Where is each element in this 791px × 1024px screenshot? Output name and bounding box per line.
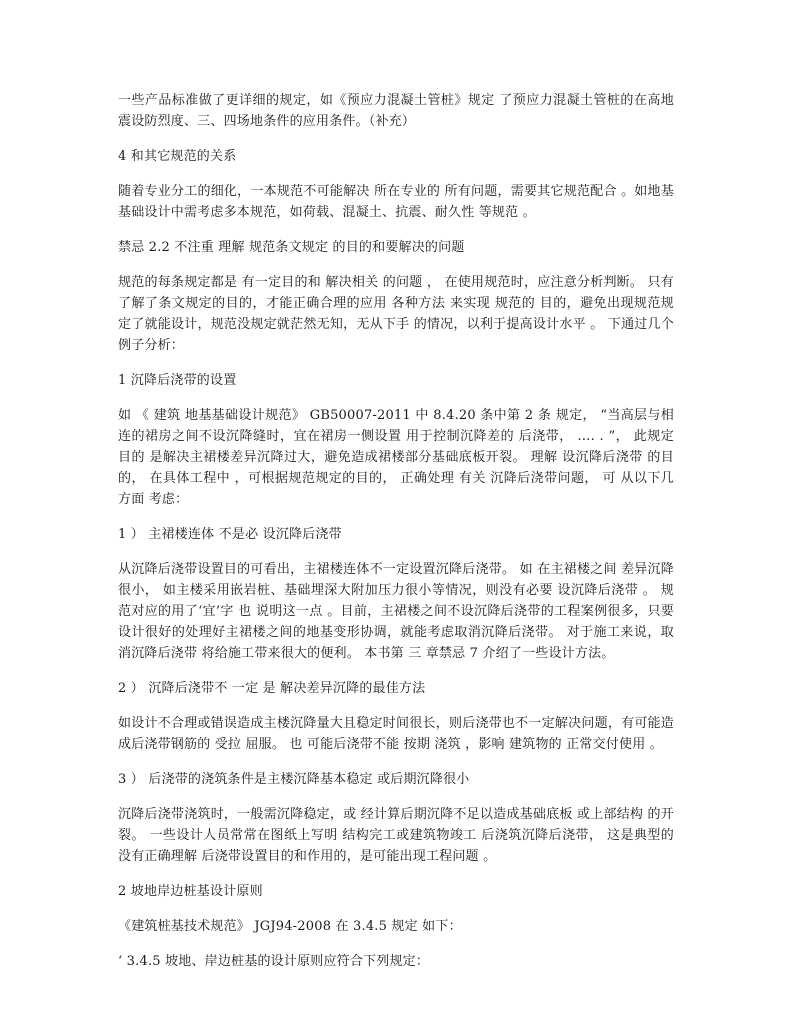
heading-settlement-post-pour-strip: 1 沉降后浇带的设置 — [118, 373, 237, 388]
heading-point-2: 2 ） 沉降后浇带不 一定 是 解决差异沉降的最佳方法 — [118, 681, 426, 696]
paragraph-point-2-body: 如设计不合理或错误造成主楼沉降量大且稳定时间很长，则后浇带也不一定解决问题，有可能造成后浇带钢筋的 受拉 屈服。 也 可能后浇带不能 按期 浇筑 ，影响 建筑物的 正常交付使用 。 — [118, 716, 674, 752]
heading-point-1: 1 ） 主裙楼连体 不是必 设沉降后浇带 — [118, 527, 342, 542]
heading-taboo-2-2: 禁忌 2.2 不注重 理解 规范条文规定 的目的和要解决的问题 — [118, 240, 465, 255]
paragraph-point-1-body: 从沉降后浇带设置目的可看出，主裙楼连体不一定设置沉降后浇带。 如 在主裙楼之间 差异沉降很小， 如主楼采用嵌岩桩、基础埋深大附加压力很小等情况，则没有必要 设沉降后浇带 。 规范对应的用了‘宜’字 也 说明这一点 。目前，主裙楼之间不设沉降后浇带的工程案例很多，只要设计很好的处理好主裙楼之间的地基变形协调，就能考虑取消沉降后浇带。 对于施工来说，取消沉降后浇带 将给施工带来很大的便利。 本书第 三 章禁忌 7 介绍了一些设计方法。 — [118, 562, 674, 661]
paragraph-intro-standards: 一些产品标准做了更详细的规定，如《预应力混凝土管桩》规定 了预应力混凝土管桩的在高地震设防烈度、三、四场地条件的应用条件。（补充） — [118, 93, 674, 129]
paragraph-point-3-body: 沉降后浇带浇筑时，一般需沉降稳定，或 经计算后期沉降不足以造成基础底板 或上部结构 的开裂。 一些设计人员常常在图纸上写明 结构完工或建筑物竣工 后浇筑沉降后浇带， 这是典型的 没有正确理解 后浇带设置目的和作用的，是可能出现工程问题 。 — [118, 807, 674, 864]
paragraph-gb50007-quote: 如 《 建筑 地基基础设计规范》 GB50007-2011 中 8.4.20 条中第 2 条 规定， “当高层与相连的裙房之间不设沉降缝时，宜在裙房一侧设置 用于控制沉降差的 后浇带， …. . ”， 此规定 目的 是解决主裙楼差异沉降过大，避免造成裙楼部分基础底板开裂。 理解 设沉降后浇带 的目的， 在具体工程中 ，可根据规范规定的目的， 正确处理 有关 沉降后浇带问题， 可 从以下几方面 考虑： — [118, 408, 674, 507]
document-page — [118, 90, 674, 986]
paragraph-specialization: 随着专业分工的细化，一本规范不可能解决 所在专业的 所有问题，需要其它规范配合 。如地基基础设计中需考虑多本规范，如荷载、混凝土、抗震、耐久性 等规范 。 — [118, 184, 674, 220]
heading-relation-other-codes: 4 和其它规范的关系 — [118, 149, 237, 164]
paragraph-3-4-5-quote: ‘ 3.4.5 坡地、岸边桩基的设计原则应符合下列规定： — [118, 954, 430, 969]
paragraph-jgj94-reference: 《建筑桩基技术规范》 JGJ94-2008 在 3.4.5 规定 如下： — [118, 919, 462, 934]
heading-point-3: 3 ） 后浇带的浇筑条件是主楼沉降基本稳定 或后期沉降很小 — [118, 772, 470, 787]
paragraph-code-purpose: 规范的每条规定都是 有一定目的和 解决相关 的问题 ， 在使用规范时，应注意分析判断。 只有了解了条文规定的目的，才能正确合理的应用 各种方法 来实现 规范的 目的，避免出现规范规定了就能设计，规范没规定就茫然无知，无从下手 的情况，以利于提高设计水平 。 下通过几个例子分析： — [118, 275, 674, 353]
heading-slope-pile-design: 2 坡地岸边桩基设计原则 — [118, 884, 263, 899]
